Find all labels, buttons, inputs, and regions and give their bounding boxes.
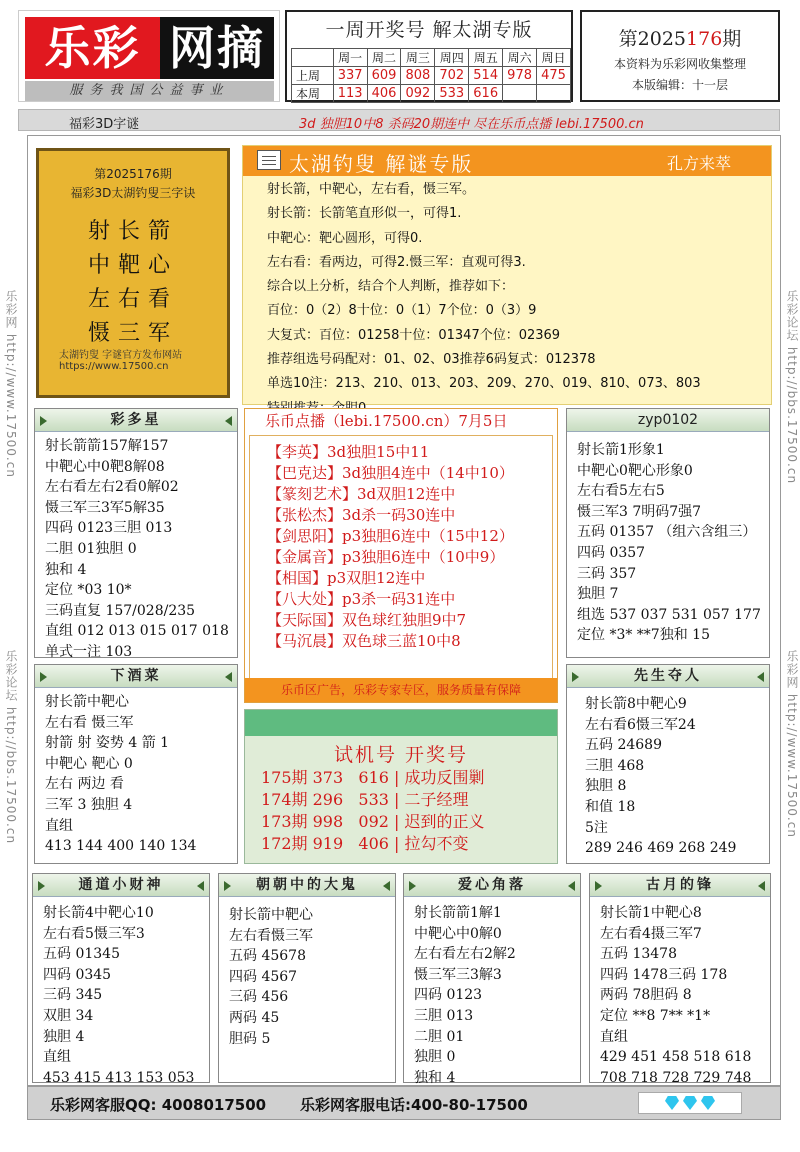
box-line: 四码 1478三码 178 bbox=[600, 966, 728, 983]
ribbon-ad: 3d 独胆10中8 杀码20期连中 尽在乐币点播 lebi.17500.cn bbox=[299, 117, 644, 132]
diamond-badge bbox=[638, 1092, 742, 1114]
box-line: 四码 0123 bbox=[414, 987, 483, 1004]
box-body bbox=[404, 897, 580, 1088]
analysis-line: 大复式：百位：01258十位：01347个位：02369 bbox=[267, 327, 561, 343]
logo bbox=[18, 10, 280, 102]
box-line: 左右 两边 看 bbox=[45, 776, 124, 793]
this-week-label: 本周 bbox=[292, 85, 334, 103]
trial-header-bar bbox=[245, 710, 557, 736]
box-title: 朝朝中的大鬼 bbox=[219, 874, 395, 897]
box-line: 胆码 5 bbox=[229, 1030, 271, 1047]
customer-service-qq: 乐彩网客服QQ: 4008017500 bbox=[50, 1096, 267, 1114]
draws-table bbox=[291, 48, 571, 103]
draw-number bbox=[503, 85, 537, 103]
trial-row: 174期 296 533 | 二子经理 bbox=[261, 790, 469, 809]
weekday-cell: 周五 bbox=[469, 49, 503, 67]
draw-number: 978 bbox=[503, 67, 537, 85]
box-body bbox=[590, 897, 770, 1088]
box-title: 爱心角落 bbox=[404, 874, 580, 897]
trial-row: 172期 919 406 | 拉勾不变 bbox=[261, 834, 469, 853]
analysis-line: 单选10注：213、210、013、203、209、270、019、810、073、803 bbox=[267, 376, 701, 392]
box-title: zyp0102 bbox=[567, 409, 769, 432]
box-xiansheng bbox=[566, 664, 770, 864]
draw-number: 337 bbox=[333, 67, 367, 85]
draw-number: 092 bbox=[401, 85, 435, 103]
weekday-cell: 周日 bbox=[537, 49, 571, 67]
box-line: 左右看5左右5 bbox=[577, 483, 665, 500]
trial-row: 173期 998 092 | 迟到的正义 bbox=[261, 812, 485, 831]
box-title: 彩多星 bbox=[35, 409, 237, 432]
weekday-cell: 周六 bbox=[503, 49, 537, 67]
box-line: 五码 45678 bbox=[229, 948, 306, 965]
issue-panel bbox=[580, 10, 780, 102]
box-line: 定位 **8 7** *1* bbox=[600, 1007, 711, 1024]
box-line: 左右看慑三军 bbox=[229, 927, 313, 944]
box-line: 独和 4 bbox=[45, 561, 87, 578]
analysis-line: 推荐组选号码配对：01、02、03推荐6码复式：012378 bbox=[267, 352, 596, 368]
box-line: 慑三军三3军5解35 bbox=[45, 499, 165, 516]
diamond-icon bbox=[665, 1096, 679, 1110]
diamond-icon bbox=[701, 1096, 715, 1110]
draw-number: 406 bbox=[367, 85, 401, 103]
coin-list bbox=[245, 434, 557, 652]
box-line: 独胆 4 bbox=[43, 1028, 85, 1045]
box-line: 射长箭1形象1 bbox=[577, 442, 665, 458]
coin-item[interactable]: 【马沉晨】双色球三蓝10中8 bbox=[267, 632, 461, 650]
box-line: 二胆 01独胆 0 bbox=[45, 540, 137, 557]
analysis-line: 左右看：看两边，可得2.慑三军：直观可得3. bbox=[267, 254, 526, 270]
box-zyp bbox=[566, 408, 770, 658]
notebook-icon bbox=[257, 150, 281, 170]
ribbon bbox=[18, 109, 780, 131]
riddle-line: 慑三军 bbox=[87, 321, 178, 346]
weekly-draws-panel bbox=[285, 10, 573, 102]
box-line: 四码 4567 bbox=[229, 968, 298, 985]
riddle-line: 左右看 bbox=[87, 287, 178, 312]
box-body bbox=[35, 432, 237, 663]
riddle-line: 中靶心 bbox=[87, 253, 178, 278]
box-line: 独胆 7 bbox=[577, 586, 619, 603]
box-line: 左右看 慑三军 bbox=[45, 714, 134, 731]
draws-title: 一周开奖号 解太湖专版 bbox=[325, 19, 533, 41]
weekday-row bbox=[292, 49, 571, 67]
box-tongdao bbox=[32, 873, 210, 1086]
draw-number: 514 bbox=[469, 67, 503, 85]
weekday-cell: 周三 bbox=[401, 49, 435, 67]
coin-item[interactable]: 【篆刻艺术】3d双胆12连中 bbox=[267, 485, 456, 503]
box-line: 直组 bbox=[600, 1028, 628, 1045]
box-aixin bbox=[403, 873, 581, 1086]
box-line: 中靶心0靶心形象0 bbox=[577, 462, 693, 479]
coin-item[interactable]: 【李英】3d独胆15中11 bbox=[267, 443, 430, 461]
draw-number: 702 bbox=[435, 67, 469, 85]
box-line: 两码 45 bbox=[229, 1009, 280, 1026]
issue-suffix: 期 bbox=[722, 28, 742, 50]
box-body bbox=[567, 688, 769, 859]
trial-row: 175期 373 616 | 成功反围剿 bbox=[261, 768, 485, 787]
corner-cell bbox=[292, 49, 334, 67]
analysis-line: 射长箭：长箭笔直形似一，可得1. bbox=[267, 206, 462, 222]
box-line: 慑三军三3解3 bbox=[414, 966, 502, 983]
box-line: 5注 bbox=[585, 819, 608, 836]
box-line: 射长箭箭1解1 bbox=[414, 905, 502, 921]
box-body bbox=[33, 897, 209, 1088]
riddle-title: 福彩3D太湖钓叟三字诀 bbox=[70, 186, 196, 200]
issue-number: 176 bbox=[686, 28, 723, 50]
box-line: 左右看4摄三军7 bbox=[600, 925, 702, 942]
riddle-poem bbox=[39, 215, 227, 351]
draw-number: 808 bbox=[401, 67, 435, 85]
riddle-publisher: 太湖钓叟 字谜官方发布网站 bbox=[59, 350, 183, 361]
box-line: 直组 bbox=[43, 1049, 71, 1066]
weekday-cell: 周四 bbox=[435, 49, 469, 67]
weekday-cell: 周一 bbox=[333, 49, 367, 67]
issue-title bbox=[582, 24, 778, 51]
box-line: 慑三军3 7明码7强7 bbox=[577, 503, 702, 520]
box-line: 独胆 8 bbox=[585, 778, 627, 795]
box-line: 三码直复 157/028/235 bbox=[45, 602, 196, 619]
box-title: 下酒菜 bbox=[35, 665, 237, 688]
customer-service-phone: 乐彩网客服电话:400-80-17500 bbox=[300, 1096, 528, 1114]
this-week-row bbox=[292, 85, 571, 103]
draw-number: 616 bbox=[469, 85, 503, 103]
box-line: 三胆 468 bbox=[585, 757, 645, 774]
box-line: 四码 0123三胆 013 bbox=[45, 520, 173, 537]
box-line: 二胆 01 bbox=[414, 1028, 465, 1045]
box-title: 通道小财神 bbox=[33, 874, 209, 897]
box-line: 四码 0345 bbox=[43, 966, 112, 983]
logo-black: 网摘 bbox=[160, 17, 274, 79]
draw-number: 113 bbox=[333, 85, 367, 103]
coin-item[interactable]: 【张松杰】3d杀一码30连中 bbox=[267, 506, 456, 524]
coin-item[interactable]: 【巴克达】3d独胆4连中（14中10） bbox=[267, 464, 514, 482]
box-line: 双胆 34 bbox=[43, 1007, 94, 1024]
box-line: 左右看左右2解2 bbox=[414, 946, 516, 963]
main-header bbox=[243, 146, 771, 176]
box-line: 三胆 013 bbox=[414, 1007, 474, 1024]
last-week-row bbox=[292, 67, 571, 85]
box-line: 射长箭中靶心 bbox=[45, 694, 129, 710]
coin-footer[interactable]: 乐币区广告，乐彩专家专区，服务质量有保障 bbox=[245, 678, 557, 702]
side-watermark-left-bottom: 乐彩论坛 http://bbs.17500.cn bbox=[4, 650, 18, 845]
coin-ad-panel bbox=[244, 408, 558, 703]
footer bbox=[27, 1086, 781, 1120]
box-line: 413 144 400 140 134 bbox=[45, 838, 197, 855]
box-body bbox=[219, 897, 395, 1049]
draw-number: 533 bbox=[435, 85, 469, 103]
box-xiajiucai bbox=[34, 664, 238, 864]
box-line: 左右看6慑三军24 bbox=[585, 716, 696, 733]
box-title: 古月的锋 bbox=[590, 874, 770, 897]
box-line: 射长箭箭157解157 bbox=[45, 438, 169, 454]
coin-header[interactable]: 乐币点播（lebi.17500.cn）7月5日 bbox=[265, 412, 508, 430]
box-line: 独胆 0 bbox=[414, 1049, 456, 1066]
box-line: 708 718 728 729 748 bbox=[600, 1069, 752, 1086]
logo-red: 乐彩 bbox=[25, 17, 160, 79]
box-line: 组选 537 037 531 057 177 bbox=[577, 606, 761, 623]
side-watermark-left-top: 乐彩网 http://www.17500.cn bbox=[4, 290, 18, 478]
box-line: 中靶心中0解0 bbox=[414, 925, 502, 942]
issue-source: 本资料为乐彩网收集整理 bbox=[613, 57, 746, 71]
issue-prefix: 第2025 bbox=[618, 28, 687, 50]
slogan: 服务我国公益事业 bbox=[25, 81, 274, 101]
trial-title: 试机号 开奖号 bbox=[333, 744, 469, 766]
side-watermark-right-top: 乐彩论坛 http://bbs.17500.cn bbox=[785, 290, 799, 485]
coin-item[interactable]: 【金属音】p3独胆6连中（10中9） bbox=[267, 548, 505, 566]
box-line: 四码 0357 bbox=[577, 544, 646, 561]
main-title: 太湖钓叟 解谜专版 bbox=[289, 152, 474, 176]
draw-number: 475 bbox=[537, 67, 571, 85]
riddle-issue: 第2025176期 bbox=[94, 167, 172, 181]
riddle-url[interactable]: https://www.17500.cn bbox=[59, 361, 169, 372]
box-line: 定位 *03 10* bbox=[45, 582, 132, 599]
main-analysis-panel bbox=[242, 145, 772, 405]
coin-item[interactable]: 【剑思阳】p3独胆6连中（15中12） bbox=[267, 527, 514, 545]
issue-editor: 本版编辑：十一层 bbox=[631, 78, 728, 92]
box-line: 直组 bbox=[45, 817, 73, 834]
analysis-line: 百位：0（2）8十位：0（1）7个位：0（3）9 bbox=[267, 303, 537, 319]
box-line: 五码 01357 （组六含组三） bbox=[577, 524, 757, 541]
box-line: 单式一注 103 bbox=[45, 643, 133, 660]
box-line: 直组 012 013 015 017 018 bbox=[45, 623, 229, 640]
box-line: 三码 345 bbox=[43, 987, 103, 1004]
box-line: 五码 01345 bbox=[43, 946, 120, 963]
box-line: 三码 456 bbox=[229, 989, 289, 1006]
side-watermark-right-bottom: 乐彩网 http://www.17500.cn bbox=[785, 650, 799, 838]
box-line: 和值 18 bbox=[585, 798, 636, 815]
box-line: 五码 24689 bbox=[585, 737, 662, 754]
main-author: 孔方来萃 bbox=[667, 154, 732, 173]
box-line: 左右看左右2看0解02 bbox=[45, 479, 179, 496]
last-week-label: 上周 bbox=[292, 67, 334, 85]
box-line: 独和 4 bbox=[414, 1069, 456, 1086]
box-line: 289 246 469 268 249 bbox=[585, 840, 737, 857]
box-guyue bbox=[589, 873, 771, 1086]
box-line: 射长箭1中靶心8 bbox=[600, 905, 702, 921]
box-line: 定位 *3* **7独和 15 bbox=[577, 627, 710, 644]
box-line: 射长箭8中靶心9 bbox=[585, 696, 687, 712]
trial-numbers-panel bbox=[244, 709, 558, 864]
box-zhaozhao bbox=[218, 873, 396, 1083]
box-line: 三码 357 bbox=[577, 565, 637, 582]
box-line: 中靶心 靶心 0 bbox=[45, 755, 133, 772]
box-caiduoxing bbox=[34, 408, 238, 658]
coin-item[interactable]: 【天际国】双色球红独胆9中7 bbox=[267, 611, 467, 629]
riddle-card bbox=[36, 148, 230, 398]
box-line: 左右看5慑三军3 bbox=[43, 925, 145, 942]
box-line: 三军 3 独胆 4 bbox=[45, 796, 133, 813]
draw-number bbox=[537, 85, 571, 103]
box-line: 五码 13478 bbox=[600, 946, 677, 963]
coin-item[interactable]: 【八大处】p3杀一码31连中 bbox=[267, 590, 456, 608]
box-body bbox=[35, 688, 237, 857]
analysis-line: 综合以上分析，结合个人判断，推荐如下： bbox=[267, 279, 515, 295]
weekday-cell: 周二 bbox=[367, 49, 401, 67]
box-body bbox=[567, 432, 769, 646]
box-line: 453 415 413 153 053 bbox=[43, 1069, 195, 1086]
box-line: 射长箭4中靶心10 bbox=[43, 905, 154, 921]
analysis-line: 射长箭，中靶心，左右看，慑三军。 bbox=[267, 182, 476, 197]
draw-number: 609 bbox=[367, 67, 401, 85]
box-line: 两码 78胆码 8 bbox=[600, 987, 692, 1004]
riddle-line: 射长箭 bbox=[87, 219, 178, 244]
ribbon-label: 福彩3D字谜 bbox=[69, 117, 140, 132]
diamond-icon bbox=[683, 1096, 697, 1110]
coin-item[interactable]: 【相国】p3双胆12连中 bbox=[267, 569, 426, 587]
box-line: 429 451 458 518 618 bbox=[600, 1049, 752, 1066]
box-title: 先生夺人 bbox=[567, 665, 769, 688]
analysis-line: 中靶心：靶心圆形，可得0. bbox=[267, 230, 423, 246]
box-line: 射长箭中靶心 bbox=[229, 907, 313, 923]
box-line: 中靶心中0靶8解08 bbox=[45, 458, 165, 475]
box-line: 射箭 射 姿势 4 箭 1 bbox=[45, 735, 170, 752]
